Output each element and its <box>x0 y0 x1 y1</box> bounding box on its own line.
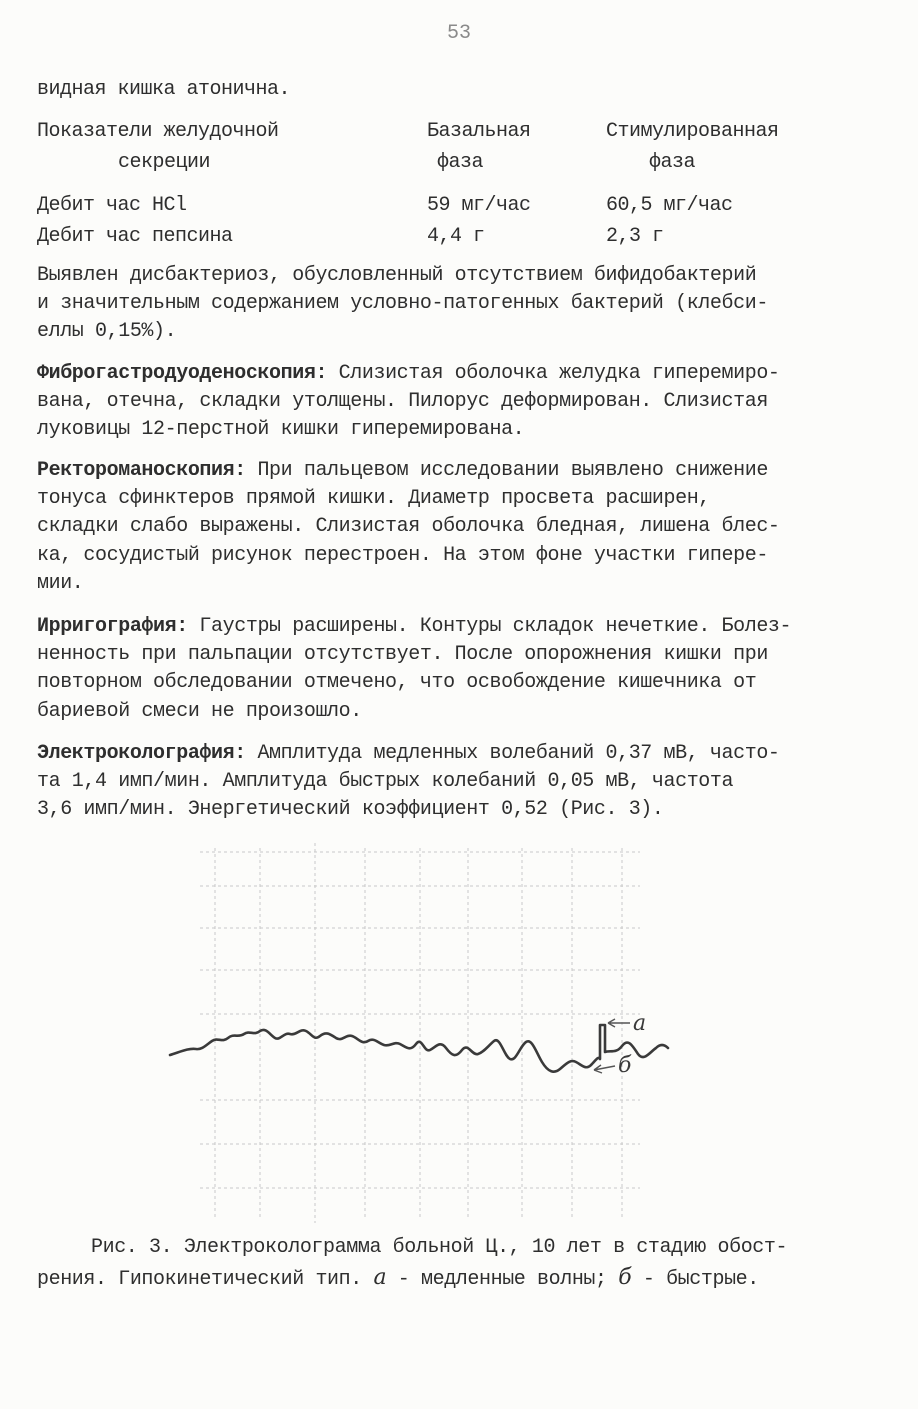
paragraph-line: тонуса сфинктеров прямой кишки. Диаметр просвета расширен, <box>37 487 710 511</box>
caption-symbol-a: а <box>373 1265 387 1290</box>
paragraph-lead: Электроколография: <box>37 742 246 765</box>
paragraph-lead: Фиброгастродуоденоскопия: <box>37 362 328 385</box>
paragraph-line: Гаустры расширены. Контуры складок нечеткие. Болез- <box>187 615 792 638</box>
paragraph-line: и значительным содержанием условно-патогенных бактерий (клебси- <box>37 292 768 316</box>
label-a: a <box>633 1011 647 1036</box>
table-header-basal-line1: Базальная <box>427 120 531 143</box>
paragraph-line: 3,6 имп/мин. Энергетический коэффициент 0,52 (Рис. 3). <box>37 798 664 822</box>
table-header-basal-line2: фаза <box>437 151 484 174</box>
caption-line2-mid: - медленные волны; <box>386 1268 619 1291</box>
caption-symbol-b: б <box>618 1265 632 1290</box>
paragraph-line: Слизистая оболочка желудка гиперемиро- <box>327 362 780 385</box>
paragraph-line: Амплитуда медленных волебаний 0,37 мВ, часто- <box>245 742 780 765</box>
label-b-arrow <box>594 1065 615 1073</box>
table-header-stimulated-line2: фаза <box>649 151 696 174</box>
caption-line2-pre: рения. Гипокинетический тип. <box>37 1268 374 1291</box>
paragraph-electrocolography <box>37 740 883 825</box>
table-row-stimulated: 2,3 г <box>606 225 664 248</box>
label-b: б <box>618 1053 632 1078</box>
paragraph-line: ка, сосудистый рисунок перестроен. На этом фоне участки гипере- <box>37 543 768 567</box>
paragraph-fgds <box>37 360 883 445</box>
intro-line: видная кишка атонична. <box>37 78 291 101</box>
table-row-label: Дебит час HCl <box>37 194 187 217</box>
table-row-label: Дебит час пепсина <box>37 225 233 248</box>
paragraph-lead: Ректороманоскопия: <box>37 459 246 482</box>
paragraph-line: еллы 0,15%). <box>37 320 177 344</box>
table-header-stimulated-line1: Стимулированная <box>606 120 779 143</box>
table-row-stimulated: 60,5 мг/час <box>606 194 733 217</box>
paragraph-line: мии. <box>37 571 84 595</box>
paragraph-line: повторном обследовании отмечено, что освобождение кишечника от <box>37 671 757 695</box>
caption-line1: Рис. 3. Электроколограмма больной Ц., 10 лет в стадию обост- <box>91 1236 788 1259</box>
page-number: 53 <box>446 22 471 45</box>
paragraph-line: ненность при пальпации отсутствует. После опорожнения кишки при <box>37 643 768 667</box>
ecg-trace <box>170 1025 668 1072</box>
caption-line2-post: - быстрые. <box>631 1268 759 1291</box>
figure-caption <box>37 1233 883 1295</box>
grid-lines <box>200 843 640 1223</box>
table-row-basal: 4,4 г <box>427 225 485 248</box>
paragraph-irrigography <box>37 613 883 726</box>
paragraph-line: луковицы 12-перстной кишки гиперемирована. <box>37 418 525 442</box>
electrocologram-figure <box>160 838 680 1238</box>
paragraph-line: Выявлен дисбактериоз, обусловленный отсутствием бифидобактерий <box>37 264 757 287</box>
paragraph-dysbacteriosis <box>37 262 883 347</box>
paragraph-line: та 1,4 имп/мин. Амплитуда быстрых колебаний 0,05 мВ, частота <box>37 770 734 794</box>
paragraph-line: При пальцевом исследовании выявлено снижение <box>245 459 768 482</box>
table-header-indicator-line2: секреции <box>118 151 211 174</box>
table-row-basal: 59 мг/час <box>427 194 531 217</box>
paragraph-line: складки слабо выражены. Слизистая оболочка бледная, лишена блес- <box>37 515 780 539</box>
paragraph-line: вана, отечна, складки утолщены. Пилорус деформирован. Слизистая <box>37 390 768 414</box>
label-a-arrow <box>608 1019 630 1027</box>
paragraph-lead: Ирригография: <box>37 615 188 638</box>
paragraph-line: бариевой смеси не произошло. <box>37 699 362 723</box>
table-header-indicator-line1: Показатели желудочной <box>37 120 279 143</box>
paragraph-rectoscopy <box>37 457 883 598</box>
